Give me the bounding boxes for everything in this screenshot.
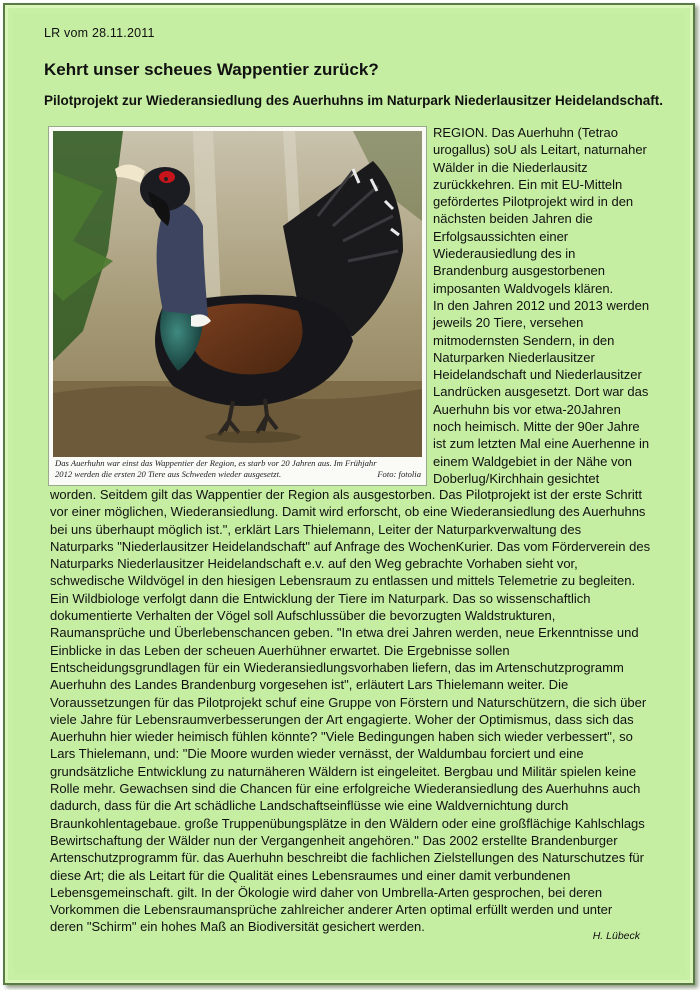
body-line: Lebensgemeinschaft. gilt. In der Ökologie wird daher von Umbrella-Arten gesprochen, bei deren xyxy=(50,884,603,900)
side-line: mitmodernsten Sendern, in den xyxy=(433,332,615,348)
side-line: Doberlug/Kirchhain gesichtet xyxy=(433,470,600,486)
side-line: ist zum letzten Mal eine Auerhenne in xyxy=(433,436,650,452)
side-line: Auerhuhn bis vor etwa-20Jahren xyxy=(433,401,621,417)
side-line: Landrücken ausgesetzt. Dort war das xyxy=(433,384,649,400)
body-line: worden. Seitdem gilt das Wappentier der Region als ausgestorben. Das Pilotprojekt ist der erste Schritt xyxy=(50,487,643,502)
side-line: Wiederausiedlung des in xyxy=(433,246,576,262)
capercaillie-photo xyxy=(53,131,422,457)
body-line: Entscheidungsgrundlagen für ein Wiederansiedlungsvorhaben liefern, das im Artenschutzprogramm xyxy=(50,659,624,675)
body-line: Naturparks "Niederlausitzer Heidelandschaft" auf Anfrage des WochenKurier. Das vom Förderverein des xyxy=(50,538,651,554)
body-line: dokumentierte Verhalten der Vögel soll Aufschlussüber die bevorzugten Waldstrukturen, xyxy=(50,608,556,624)
body-line: Rolle mehr. Gewachsen sind die Chancen für eine erfolgreiche Wiederansiedlung des Auerhuhns auch xyxy=(50,781,641,797)
side-line: jeweils 20 Tiere, versehen xyxy=(433,315,584,331)
side-line: gefördertes Pilotprojekt wird in den xyxy=(433,194,634,210)
body-line: Artenschutzprogramm für. das Auerhuhn beschreibt die fachlichen Zielstellungen des Naturschutzes für xyxy=(50,850,644,866)
body-line: Auerhuhn hier wieder heimisch fühlen könnte? "Viele Bedingungen haben sich wieder verbessert", so xyxy=(50,729,633,745)
caption-line-1: Das Auerhuhn war einst das Wappentier der Region, es starb vor 20 Jahren aus. Im Frühjahr xyxy=(55,458,377,468)
body-line: Bewirtschaftung der Wälder nun der Vergangenheit angehören." Das 2002 erstellte Brandenburger xyxy=(50,832,618,848)
body-line: Voraussetzungen für das Pilotprojekt schuf eine Gruppe von Förstern und Naturschützern, die sich über xyxy=(50,694,647,710)
side-line: Brandenburg ausgestorbenen xyxy=(433,263,606,279)
body-line: deren "Schirm" ein hohes Maß an Biodiversität gesichert werden. xyxy=(50,919,425,935)
body-line: Ein Wildbiologe verfolgt dann die Entwicklung der Tiere im Naturpark. Das so wissenschaftlich xyxy=(50,590,591,606)
side-line: Naturparken Niederlausitzer xyxy=(433,349,595,365)
body-line: Einblicke in das Leben der scheuen Auerhühner erwartet. Die Ergebnisse sollen xyxy=(50,642,510,658)
side-line: urogallus) soU als Leitart, naturnaher xyxy=(433,142,647,158)
body-line: Auerhuhn des Landes Brandenburg vorgesehen ist", erläutert Lars Thielemann weiter. Die xyxy=(50,677,569,693)
article-subtitle: Pilotprojekt zur Wiederansiedlung des Auerhuhns im Naturpark Niederlausitzer Heidelandschaft. xyxy=(44,93,664,108)
body-line: dadurch, dass für die Art schädliche Landschaftseinflüsse wie eine Waldvernichtung durch xyxy=(50,798,569,814)
photo-caption xyxy=(55,458,421,480)
side-line: imposanten Waldvogels klären. xyxy=(433,280,614,296)
body-line: Raumansprüche und Überlebenschancen geben. "In etwa drei Jahren werden, neue Erkenntnisse und xyxy=(50,625,639,641)
body-line: bei uns überhaupt möglich ist.", erklärt Lars Thielemann, Leiter der Naturparkverwaltung des xyxy=(50,521,582,537)
photo-credit: Foto: fotolia xyxy=(377,469,421,479)
side-line: nächsten beiden Jahren die xyxy=(433,211,593,227)
article-side-column xyxy=(433,124,663,487)
body-line: viele Jahre für Lebensraumverbesserungen der Art engagierte. Woher der Optimismus, dass sich das xyxy=(50,711,634,727)
body-line: schwedische Wildvögel in den hiesigen Lebensraum zu entlassen und mittels Telemetrie zu begleiten. xyxy=(50,573,636,589)
body-line: diese Art; die als Leitart für die Qualität eines Lebensraumes und einer damit verbundenen xyxy=(50,867,571,883)
capercaillie-illustration xyxy=(53,131,422,457)
body-line: Lars Thielemann, und: "Die Moore wurden wieder vernässt, der Waldumbau forciert und eine xyxy=(50,746,584,762)
article-figure xyxy=(48,126,427,486)
side-line: einem Waldgebiet in der Nähe von xyxy=(433,453,632,469)
body-line: Naturparks Niederlausitzer Heidelandschaft e.v. auf den Weg gebrachte Vorhaben sieht vor, xyxy=(50,556,578,572)
side-line: noch heimisch. Mitte der 90er Jahre xyxy=(433,419,640,435)
body-line: Vorkommen die Lebensraumansprüche zahlreicher anderer Arten optimal erfüllt werden und unter xyxy=(50,902,613,918)
side-line: zurückkehren. Ein mit EU-Mitteln xyxy=(433,176,623,192)
body-line: vor einer möglichen, Wiederansiedlung. Damit wird erforscht, ob eine Wiederansiedlung des Auerhuhns xyxy=(50,504,646,520)
side-line: In den Jahren 2012 und 2013 werden xyxy=(433,297,650,313)
article-author: H. Lübeck xyxy=(592,930,640,942)
body-line: Braunkohlentagebaue. große Truppenübungsplätze in den Wäldern oder eine großflächige Kahlschlags xyxy=(50,815,645,831)
side-line: REGION. Das Auerhuhn (Tetrao xyxy=(433,125,618,140)
newspaper-date: LR vom 28.11.2011 xyxy=(44,26,155,40)
article-title: Kehrt unser scheues Wappentier zurück? xyxy=(44,60,379,79)
side-line: Wälder in die Niederlausitz xyxy=(433,159,588,175)
caption-line-2-text: 2012 werden die ersten 20 Tiere aus Schweden wieder ausgesetzt. xyxy=(55,469,282,479)
side-line: Erfolgsaussichten einer xyxy=(433,228,569,244)
article-body xyxy=(50,486,670,936)
caption-line-2 xyxy=(55,469,421,480)
side-line: Heidelandschaft und Niederlausitzer xyxy=(433,367,642,383)
body-line: grundsätzliche Entwicklung zu naturnäheren Wäldern ist eingeleitet. Bergbau und Militär spielen keine xyxy=(50,763,637,779)
